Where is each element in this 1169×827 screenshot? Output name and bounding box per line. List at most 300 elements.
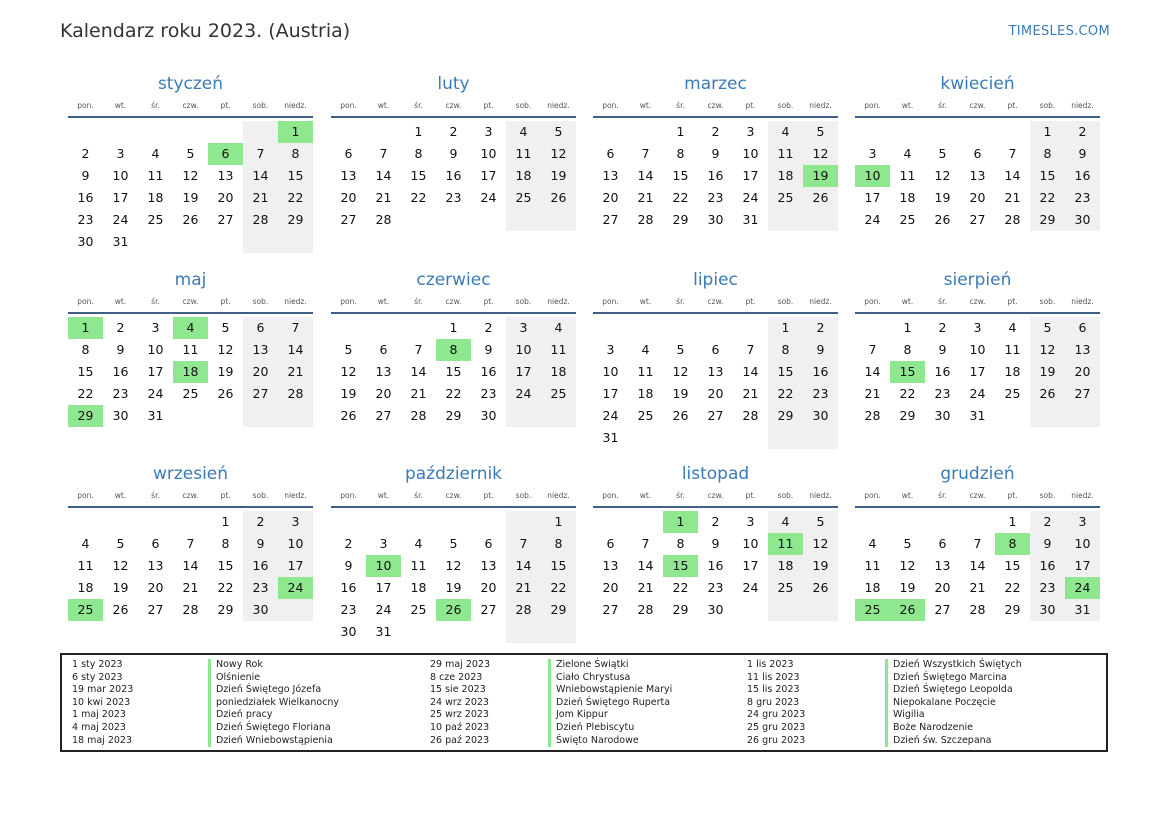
day-cell: 28 — [182, 602, 199, 617]
day-cell: 7 — [506, 533, 541, 555]
empty-day-cell — [541, 621, 576, 643]
legend-holiday-name: Dzień Świętego Floriana — [208, 722, 339, 735]
legend-holiday-name: Jom Kippur — [548, 709, 672, 722]
empty-day-cell — [243, 231, 278, 253]
empty-day-cell — [331, 121, 366, 143]
legend-date: 6 sty 2023 — [72, 671, 123, 683]
weekday-label: sob. — [515, 100, 532, 110]
legend-date: 4 maj 2023 — [72, 721, 126, 733]
day-cell: 8 — [676, 146, 685, 161]
day-cell: 11 — [506, 143, 541, 165]
day-cell: 24 — [602, 408, 619, 423]
day-cell: 5 — [344, 342, 353, 357]
day-cell: 29 — [672, 602, 689, 617]
empty-day-cell — [68, 511, 103, 533]
day-cell: 31 — [1065, 599, 1100, 621]
day-cell: 13 — [1065, 339, 1100, 361]
legend-holiday-name: Niepokalane Poczęcie — [885, 697, 1022, 710]
empty-day-cell — [401, 209, 436, 231]
weekday-label: sob. — [515, 296, 532, 306]
month-10 — [331, 462, 576, 643]
day-cell: 12 — [672, 364, 689, 379]
day-cell: 14 — [506, 555, 541, 577]
day-cell: 8 — [81, 342, 90, 357]
day-cell: 20 — [602, 190, 619, 205]
day-cell: 2 — [803, 317, 838, 339]
day-cell: 27 — [969, 212, 986, 227]
legend-holiday-name: Dzień Świętego Ruperta — [548, 697, 672, 710]
day-cell: 1 — [1030, 121, 1065, 143]
day-cell: 16 — [707, 168, 724, 183]
empty-day-cell — [803, 599, 838, 621]
legend-holiday-name: Boże Narodzenie — [885, 722, 1022, 735]
day-cell: 8 — [676, 536, 685, 551]
day-cell: 28 — [864, 408, 881, 423]
weekday-label: czw. — [182, 296, 199, 306]
day-cell: 12 — [1030, 339, 1065, 361]
day-cell: 11 — [541, 339, 576, 361]
legend-holiday-name: Święto Narodowe — [548, 735, 672, 748]
holiday-day-cell: 1 — [663, 511, 698, 533]
empty-day-cell — [628, 511, 663, 533]
day-cell: 7 — [973, 536, 982, 551]
weekday-label: czw. — [182, 490, 199, 500]
day-cell: 2 — [1030, 511, 1065, 533]
empty-day-cell — [506, 405, 541, 427]
day-cell: 28 — [375, 212, 392, 227]
day-cell: 22 — [541, 577, 576, 599]
day-cell: 14 — [278, 339, 313, 361]
day-cell: 4 — [81, 536, 90, 551]
day-cell: 29 — [1030, 209, 1065, 231]
day-cell: 15 — [278, 165, 313, 187]
weekday-label: wt. — [901, 296, 914, 306]
month-title: czerwiec — [416, 270, 491, 290]
weekday-label: śr. — [676, 296, 685, 306]
weekday-label: śr. — [151, 100, 160, 110]
holiday-day-cell: 18 — [173, 361, 208, 383]
day-cell: 18 — [864, 580, 881, 595]
weekday-label: sob. — [252, 100, 269, 110]
legend-holiday-name: Ciało Chrystusa — [548, 672, 672, 685]
day-cell: 27 — [934, 602, 951, 617]
weekday-label: pt. — [1007, 490, 1018, 500]
day-cell: 5 — [116, 536, 125, 551]
day-cell: 17 — [742, 168, 759, 183]
day-cell: 2 — [116, 320, 125, 335]
empty-day-cell — [436, 511, 471, 533]
legend-names-col-2 — [548, 659, 672, 747]
day-cell: 24 — [864, 212, 881, 227]
day-cell: 5 — [938, 146, 947, 161]
day-cell: 11 — [637, 364, 654, 379]
weekday-label: pon. — [864, 100, 881, 110]
day-cell: 7 — [1008, 146, 1017, 161]
empty-day-cell — [138, 511, 173, 533]
day-cell: 23 — [934, 386, 951, 401]
weekday-label: śr. — [938, 296, 947, 306]
legend-date: 10 paź 2023 — [430, 721, 490, 733]
empty-day-cell — [278, 231, 313, 253]
day-cell: 25 — [541, 383, 576, 405]
empty-day-cell — [173, 231, 208, 253]
weekday-header — [331, 292, 576, 310]
day-cell: 12 — [112, 558, 129, 573]
day-cell: 3 — [868, 146, 877, 161]
weekday-label: sob. — [777, 490, 794, 500]
day-cell: 7 — [243, 143, 278, 165]
day-cell: 21 — [506, 577, 541, 599]
day-cell: 22 — [445, 386, 462, 401]
weekday-label: pt. — [220, 296, 231, 306]
legend-holiday-name: Wigilia — [885, 709, 1022, 722]
legend-dates-col-3 — [747, 659, 805, 747]
weekday-label: śr. — [676, 100, 685, 110]
legend-holiday-name: Dzień Świętego Marcina — [885, 672, 1022, 685]
weekday-label: pt. — [483, 490, 494, 500]
weekday-label: niedz. — [547, 100, 570, 110]
day-cell: 23 — [707, 190, 724, 205]
weekday-header — [593, 486, 838, 504]
day-cell: 31 — [112, 234, 129, 249]
holiday-day-cell: 26 — [890, 599, 925, 621]
day-cell: 3 — [506, 317, 541, 339]
day-cell: 9 — [243, 533, 278, 555]
day-cell: 9 — [449, 146, 458, 161]
weekday-label: sob. — [252, 490, 269, 500]
holiday-day-cell: 29 — [68, 405, 103, 427]
month-divider — [68, 312, 313, 314]
weekday-header — [331, 486, 576, 504]
empty-day-cell — [1030, 405, 1065, 427]
day-cell: 26 — [803, 577, 838, 599]
day-cell: 12 — [217, 342, 234, 357]
weekday-label: pon. — [340, 100, 357, 110]
day-cell: 22 — [672, 190, 689, 205]
month-2 — [331, 72, 576, 231]
day-cell: 7 — [414, 342, 423, 357]
day-cell: 15 — [541, 555, 576, 577]
legend-date: 15 sie 2023 — [430, 684, 486, 696]
weekday-label: śr. — [414, 296, 423, 306]
day-cell: 28 — [506, 599, 541, 621]
legend-date: 11 lis 2023 — [747, 671, 800, 683]
day-cell: 7 — [641, 536, 650, 551]
day-cell: 25 — [768, 577, 803, 599]
day-cell: 25 — [410, 602, 427, 617]
legend-date: 24 gru 2023 — [747, 709, 806, 721]
weekday-label: sob. — [515, 490, 532, 500]
days-grid — [855, 511, 1100, 621]
day-cell: 10 — [278, 533, 313, 555]
day-cell: 12 — [340, 364, 357, 379]
day-cell: 11 — [768, 143, 803, 165]
empty-day-cell — [855, 317, 890, 339]
empty-day-cell — [925, 511, 960, 533]
day-cell: 11 — [864, 558, 881, 573]
days-grid — [593, 511, 838, 621]
day-cell: 9 — [344, 558, 353, 573]
weekday-label: pon. — [340, 296, 357, 306]
day-cell: 8 — [541, 533, 576, 555]
weekday-label: pon. — [602, 296, 619, 306]
empty-day-cell — [208, 231, 243, 253]
day-cell: 30 — [707, 602, 724, 617]
month-title: grudzień — [940, 464, 1015, 484]
day-cell: 21 — [742, 386, 759, 401]
day-cell: 1 — [676, 124, 685, 139]
day-cell: 18 — [768, 555, 803, 577]
holiday-day-cell: 19 — [803, 165, 838, 187]
day-cell: 29 — [541, 599, 576, 621]
days-grid — [593, 121, 838, 231]
weekday-label: czw. — [969, 296, 986, 306]
legend-holiday-name: Nowy Rok — [208, 659, 339, 672]
empty-day-cell — [593, 511, 628, 533]
day-cell: 8 — [1030, 143, 1065, 165]
day-cell: 26 — [803, 187, 838, 209]
day-cell: 27 — [707, 408, 724, 423]
day-cell: 1 — [1008, 514, 1017, 529]
days-grid — [331, 317, 576, 427]
day-cell: 30 — [707, 212, 724, 227]
day-cell: 13 — [243, 339, 278, 361]
weekday-label: pt. — [220, 490, 231, 500]
day-cell: 9 — [81, 168, 90, 183]
days-grid — [68, 511, 313, 621]
day-cell: 31 — [147, 408, 164, 423]
day-cell: 7 — [641, 146, 650, 161]
day-cell: 11 — [182, 342, 199, 357]
day-cell: 3 — [973, 320, 982, 335]
month-divider — [593, 506, 838, 508]
day-cell: 21 — [637, 190, 654, 205]
day-cell: 21 — [1004, 190, 1021, 205]
day-cell: 12 — [541, 143, 576, 165]
day-cell: 11 — [899, 168, 916, 183]
day-cell: 29 — [445, 408, 462, 423]
days-grid — [68, 121, 313, 253]
day-cell: 29 — [278, 209, 313, 231]
day-cell: 5 — [541, 121, 576, 143]
day-cell: 2 — [484, 320, 493, 335]
day-cell: 20 — [934, 580, 951, 595]
day-cell: 9 — [484, 342, 493, 357]
day-cell: 18 — [768, 165, 803, 187]
day-cell: 17 — [1065, 555, 1100, 577]
empty-day-cell — [890, 121, 925, 143]
day-cell: 23 — [480, 386, 497, 401]
day-cell: 10 — [969, 342, 986, 357]
day-cell: 17 — [506, 361, 541, 383]
month-divider — [855, 506, 1100, 508]
day-cell: 28 — [969, 602, 986, 617]
day-cell: 3 — [379, 536, 388, 551]
day-cell: 21 — [637, 580, 654, 595]
day-cell: 24 — [375, 602, 392, 617]
weekday-label: czw. — [182, 100, 199, 110]
day-cell: 13 — [602, 558, 619, 573]
day-cell: 2 — [1065, 121, 1100, 143]
legend-holiday-name: Wniebowstąpienie Maryi — [548, 684, 672, 697]
day-cell: 30 — [934, 408, 951, 423]
day-cell: 20 — [243, 361, 278, 383]
day-cell: 9 — [116, 342, 125, 357]
weekday-label: czw. — [707, 100, 724, 110]
empty-day-cell — [331, 511, 366, 533]
day-cell: 17 — [602, 386, 619, 401]
day-cell: 2 — [81, 146, 90, 161]
month-3 — [593, 72, 838, 231]
day-cell: 12 — [182, 168, 199, 183]
holiday-day-cell: 15 — [890, 361, 925, 383]
day-cell: 26 — [340, 408, 357, 423]
day-cell: 7 — [379, 146, 388, 161]
day-cell: 4 — [768, 511, 803, 533]
day-cell: 12 — [899, 558, 916, 573]
day-cell: 6 — [606, 536, 615, 551]
day-cell: 19 — [445, 580, 462, 595]
day-cell: 13 — [147, 558, 164, 573]
day-cell: 5 — [221, 320, 230, 335]
day-cell: 23 — [243, 577, 278, 599]
legend-holiday-name: Dzień Wszystkich Świętych — [885, 659, 1022, 672]
month-title: październik — [404, 464, 503, 484]
day-cell: 5 — [449, 536, 458, 551]
day-cell: 6 — [938, 536, 947, 551]
day-cell: 30 — [480, 408, 497, 423]
day-cell: 29 — [672, 212, 689, 227]
legend-date: 25 wrz 2023 — [430, 709, 489, 721]
day-cell: 28 — [1004, 212, 1021, 227]
day-cell: 24 — [480, 190, 497, 205]
holiday-day-cell: 1 — [278, 121, 313, 143]
day-cell: 17 — [864, 190, 881, 205]
weekday-label: czw. — [969, 100, 986, 110]
holiday-day-cell: 25 — [855, 599, 890, 621]
day-cell: 14 — [243, 165, 278, 187]
month-title: wrzesień — [152, 464, 229, 484]
page-title: Kalendarz roku 2023. (Austria) — [60, 20, 351, 42]
holiday-day-cell: 25 — [68, 599, 103, 621]
day-cell: 2 — [711, 124, 720, 139]
day-cell: 16 — [803, 361, 838, 383]
day-cell: 19 — [672, 386, 689, 401]
legend-holiday-name: Olśnienie — [208, 672, 339, 685]
month-4 — [855, 72, 1100, 231]
weekday-label: śr. — [676, 490, 685, 500]
empty-day-cell — [436, 209, 471, 231]
day-cell: 12 — [934, 168, 951, 183]
empty-day-cell — [960, 121, 995, 143]
day-cell: 30 — [1065, 209, 1100, 231]
day-cell: 15 — [1004, 558, 1021, 573]
days-grid — [331, 121, 576, 231]
day-cell: 14 — [375, 168, 392, 183]
empty-day-cell — [995, 405, 1030, 427]
day-cell: 22 — [77, 386, 94, 401]
legend-dates-col-1 — [72, 659, 133, 747]
weekday-label: pt. — [220, 100, 231, 110]
weekday-label: śr. — [414, 490, 423, 500]
day-cell: 5 — [803, 121, 838, 143]
weekday-label: niedz. — [284, 490, 307, 500]
day-cell: 6 — [344, 146, 353, 161]
day-cell: 26 — [182, 212, 199, 227]
day-cell: 17 — [969, 364, 986, 379]
weekday-label: wt. — [901, 490, 914, 500]
days-grid — [855, 317, 1100, 427]
day-cell: 31 — [375, 624, 392, 639]
day-cell: 20 — [147, 580, 164, 595]
legend-date: 10 kwi 2023 — [72, 696, 131, 708]
empty-day-cell — [471, 209, 506, 231]
empty-day-cell — [278, 405, 313, 427]
month-title: maj — [174, 270, 207, 290]
site-link[interactable]: TIMESLES.COM — [1008, 24, 1110, 39]
day-cell: 13 — [480, 558, 497, 573]
day-cell: 11 — [410, 558, 427, 573]
day-cell: 19 — [112, 580, 129, 595]
empty-day-cell — [138, 121, 173, 143]
day-cell: 26 — [1030, 383, 1065, 405]
day-cell: 19 — [803, 555, 838, 577]
day-cell: 23 — [77, 212, 94, 227]
day-cell: 27 — [1065, 383, 1100, 405]
legend-date: 8 gru 2023 — [747, 696, 800, 708]
day-cell: 17 — [742, 558, 759, 573]
day-cell: 21 — [969, 580, 986, 595]
day-cell: 5 — [186, 146, 195, 161]
day-cell: 7 — [186, 536, 195, 551]
day-cell: 27 — [217, 212, 234, 227]
empty-day-cell — [173, 405, 208, 427]
day-cell: 3 — [606, 342, 615, 357]
day-cell: 25 — [768, 187, 803, 209]
day-cell: 16 — [445, 168, 462, 183]
day-cell: 15 — [445, 364, 462, 379]
day-cell: 3 — [151, 320, 160, 335]
weekday-label: pon. — [77, 296, 94, 306]
holiday-day-cell: 1 — [68, 317, 103, 339]
empty-day-cell — [173, 121, 208, 143]
day-cell: 18 — [637, 386, 654, 401]
day-cell: 9 — [938, 342, 947, 357]
day-cell: 13 — [934, 558, 951, 573]
empty-day-cell — [733, 599, 768, 621]
day-cell: 23 — [1065, 187, 1100, 209]
month-title: listopad — [681, 464, 750, 484]
weekday-header — [68, 96, 313, 114]
holiday-day-cell: 26 — [436, 599, 471, 621]
day-cell: 26 — [217, 386, 234, 401]
month-title: luty — [437, 74, 470, 94]
day-cell: 9 — [711, 146, 720, 161]
day-cell: 10 — [1065, 533, 1100, 555]
weekday-label: pt. — [745, 296, 756, 306]
day-cell: 18 — [899, 190, 916, 205]
day-cell: 24 — [112, 212, 129, 227]
day-cell: 19 — [899, 580, 916, 595]
legend-holiday-name: Dzień św. Szczepana — [885, 735, 1022, 748]
legend-date: 24 wrz 2023 — [430, 696, 489, 708]
day-cell: 21 — [182, 580, 199, 595]
day-cell: 6 — [973, 146, 982, 161]
day-cell: 14 — [637, 168, 654, 183]
weekday-label: czw. — [445, 490, 462, 500]
weekday-label: wt. — [639, 100, 652, 110]
weekday-label: czw. — [707, 296, 724, 306]
